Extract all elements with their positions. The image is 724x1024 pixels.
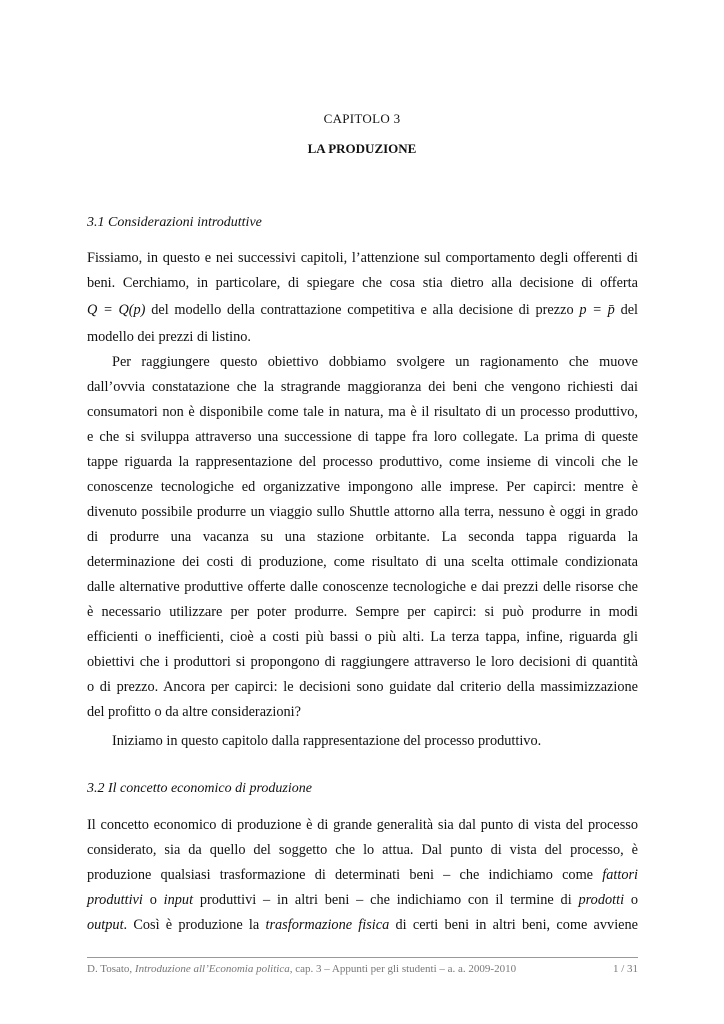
paragraph-line: obiettivi che i produttori si propongono di raggiungere attraverso le loro decisioni di quantità — [87, 654, 638, 670]
paragraph-line: Per raggiungere questo obiettivo dobbiamo svolgere un ragionamento che muove — [112, 354, 638, 370]
paragraph-line: o di prezzo. Ancora per capirci: le decisioni sono guidate dal criterio della massimizzazione — [87, 679, 638, 695]
italic-term: fattori — [602, 867, 639, 883]
footer-author: D. Tosato, — [87, 963, 133, 975]
text-run: produttivi – in altri beni – che indichiamo con il termine di — [199, 892, 572, 908]
section-heading-3-1: 3.1 Considerazioni introduttive — [87, 215, 262, 230]
section-heading-3-2: 3.2 Il concetto economico di produzione — [87, 781, 312, 796]
paragraph-line — [87, 891, 638, 909]
italic-term: output — [87, 917, 124, 933]
paragraph-line: tappe riguarda la rappresentazione del processo produttivo, come insieme di vincoli che le — [87, 454, 638, 470]
footer-book-title: Introduzione all’Economia politica — [134, 963, 290, 975]
paragraph-line: conoscenze tecnologiche ed organizzative impongono alle imprese. Per capirci: mentre è — [87, 479, 638, 495]
paragraph-line: considerato, sia da quello del soggetto che lo attua. Dal punto di vista del processo, è — [87, 842, 638, 858]
footer-divider — [87, 957, 638, 958]
paragraph-line: dall’ovvia constatazione che la stragrande maggioranza dei beni che vengono richiesti dai — [87, 379, 638, 395]
text-run: . Così è produzione la — [123, 917, 260, 933]
paragraph-line: Fissiamo, in questo e nei successivi capitoli, l’attenzione sul comportamento degli offerenti di — [87, 250, 638, 266]
paragraph-line: divenuto possibile produrre un viaggio sullo Shuttle attorno alla terra, nessuno è oggi in grado — [87, 504, 638, 520]
paragraph-line: beni. Cerchiamo, in particolare, di spiegare che cosa stia dietro alla decisione di offerta — [87, 275, 638, 291]
paragraph-line — [87, 916, 638, 934]
italic-term: produttivi — [87, 892, 143, 908]
paragraph-line: Iniziamo in questo capitolo dalla rappresentazione del processo produttivo. — [112, 733, 542, 749]
paragraph-line: consumatori non è disponibile come tale in natura, ma è il risultato di un processo produttivo, — [87, 404, 638, 420]
page-footer — [87, 963, 638, 975]
chapter-label: CAPITOLO 3 — [323, 111, 401, 126]
formula-line-end: del — [620, 302, 639, 318]
paragraph-line-formula — [87, 301, 638, 319]
paragraph-line: modello dei prezzi di listino. — [87, 329, 251, 345]
italic-term: input — [163, 892, 194, 908]
text-run: di certi beni in altri beni, come avviene — [395, 917, 639, 933]
italic-term: prodotti — [578, 892, 625, 908]
paragraph-line: Il concetto economico di produzione è di grande generalità sia dal punto di vista del processo — [87, 817, 638, 833]
text-run: o — [630, 892, 639, 908]
paragraph-line: di produrre una vacanza su una stazione orbitante. La seconda tappa riguarda la — [87, 529, 638, 545]
page-number: 1 / 31 — [612, 963, 638, 975]
paragraph-line — [87, 866, 638, 884]
text-run: o — [149, 892, 157, 908]
italic-term: trasformazione fisica — [265, 917, 390, 933]
paragraph-line: dalle alternative produttive offerte dalle conoscenze tecnologiche e dai prezzi delle risorse che — [87, 579, 638, 595]
paragraph-line: del profitto o da altre considerazioni? — [87, 704, 301, 720]
formula-p-bar: p = p̄ — [579, 302, 615, 318]
formula-q-of-p: Q = Q(p) — [87, 302, 146, 318]
footer-details: , cap. 3 – Appunti per gli studenti – a. a. 2009-2010 — [289, 963, 517, 975]
text-run: produzione qualsiasi trasformazione di determinati beni – che indichiamo come — [87, 867, 594, 883]
paragraph-line: efficienti o inefficienti, cioè a costi più bassi o più alti. La terza tappa, infine, riguarda gli — [87, 629, 638, 645]
paragraph-line: e che si sviluppa attraverso una successione di tappe fra loro collegate. La prima di queste — [87, 429, 638, 445]
paragraph-line: è necessario utilizzare per poter produrre. Sempre per capirci: si può produrre in modi — [87, 604, 638, 620]
chapter-title: LA PRODUZIONE — [307, 141, 417, 156]
paragraph-line: determinazione dei costi di produzione, come risultato di una scelta ottimale condizionata — [87, 554, 638, 570]
formula-line-middle: del modello della contrattazione competitiva e alla decisione di prezzo — [151, 302, 574, 318]
